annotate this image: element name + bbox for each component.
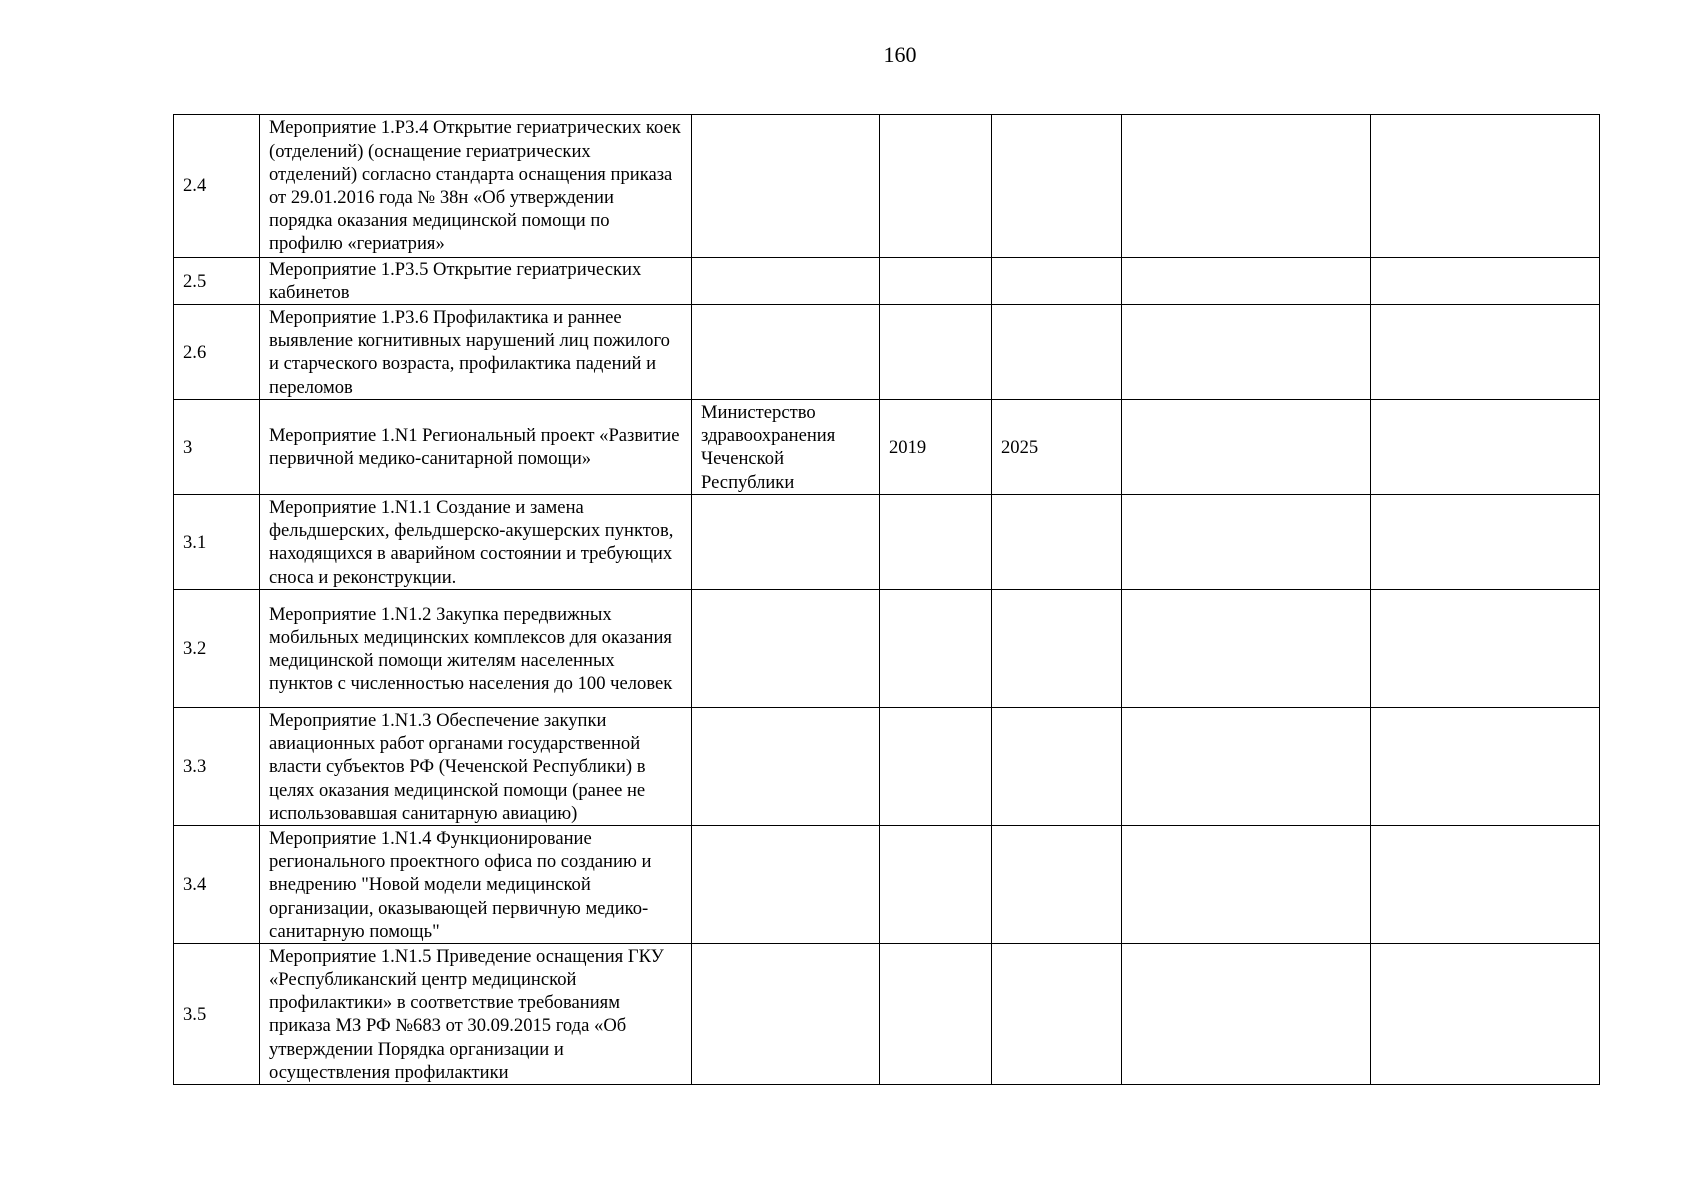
end-year-cell bbox=[992, 495, 1122, 590]
activity-description: Мероприятие 1.N1.2 Закупка передвижных мобильных медицинских комплексов для оказания медицинской помощи жителям населенных пунктов с численностью населения до 100 человек bbox=[260, 590, 692, 708]
empty-cell bbox=[1122, 305, 1371, 400]
empty-cell bbox=[1122, 590, 1371, 708]
empty-cell bbox=[1371, 258, 1600, 305]
start-year-cell bbox=[880, 495, 992, 590]
executor-cell bbox=[692, 115, 880, 258]
executor-cell bbox=[692, 826, 880, 944]
end-year-cell bbox=[992, 115, 1122, 258]
row-number: 3.1 bbox=[174, 495, 260, 590]
empty-cell bbox=[1371, 944, 1600, 1085]
row-number: 3.2 bbox=[174, 590, 260, 708]
row-number: 3.4 bbox=[174, 826, 260, 944]
start-year-cell bbox=[880, 590, 992, 708]
row-number: 3.5 bbox=[174, 944, 260, 1085]
end-year-cell bbox=[992, 258, 1122, 305]
executor-cell: Министерство здравоохранения Чеченской Республики bbox=[692, 400, 880, 495]
activity-description: Мероприятие 1.Р3.4 Открытие гериатрических коек (отделений) (оснащение гериатрических отделений) согласно стандарта оснащения приказа от 29.01.2016 года № 38н «Об утверждении порядка оказания медицинской помощи по профилю «гериатрия» bbox=[260, 115, 692, 258]
table-row bbox=[174, 258, 1600, 305]
row-number: 3.3 bbox=[174, 708, 260, 826]
row-number: 2.6 bbox=[174, 305, 260, 400]
table-row bbox=[174, 495, 1600, 590]
start-year-cell bbox=[880, 944, 992, 1085]
activity-description: Мероприятие 1.N1 Региональный проект «Развитие первичной медико-санитарной помощи» bbox=[260, 400, 692, 495]
executor-cell bbox=[692, 944, 880, 1085]
empty-cell bbox=[1371, 400, 1600, 495]
end-year-cell bbox=[992, 590, 1122, 708]
start-year-cell: 2019 bbox=[880, 400, 992, 495]
empty-cell bbox=[1122, 944, 1371, 1085]
executor-cell bbox=[692, 258, 880, 305]
activity-description: Мероприятие 1.N1.1 Создание и замена фельдшерских, фельдшерско-акушерских пунктов, находящихся в аварийном состоянии и требующих сноса и реконструкции. bbox=[260, 495, 692, 590]
activity-description: Мероприятие 1.N1.3 Обеспечение закупки авиационных работ органами государственной власти субъектов РФ (Чеченской Республики) в целях оказания медицинской помощи (ранее не использовавшая санитарную авиацию) bbox=[260, 708, 692, 826]
activities-table bbox=[173, 114, 1600, 1085]
end-year-cell bbox=[992, 826, 1122, 944]
table-row bbox=[174, 826, 1600, 944]
executor-cell bbox=[692, 305, 880, 400]
empty-cell bbox=[1371, 115, 1600, 258]
table-row bbox=[174, 115, 1600, 258]
activity-description: Мероприятие 1.Р3.6 Профилактика и раннее выявление когнитивных нарушений лиц пожилого и старческого возраста, профилактика падений и переломов bbox=[260, 305, 692, 400]
table-row bbox=[174, 590, 1600, 708]
end-year-cell bbox=[992, 305, 1122, 400]
empty-cell bbox=[1122, 400, 1371, 495]
table-row bbox=[174, 944, 1600, 1085]
empty-cell bbox=[1122, 826, 1371, 944]
empty-cell bbox=[1371, 708, 1600, 826]
table-row bbox=[174, 708, 1600, 826]
empty-cell bbox=[1122, 708, 1371, 826]
executor-cell bbox=[692, 708, 880, 826]
start-year-cell bbox=[880, 115, 992, 258]
empty-cell bbox=[1122, 258, 1371, 305]
empty-cell bbox=[1122, 115, 1371, 258]
table-row bbox=[174, 305, 1600, 400]
row-number: 3 bbox=[174, 400, 260, 495]
end-year-cell bbox=[992, 944, 1122, 1085]
empty-cell bbox=[1371, 495, 1600, 590]
empty-cell bbox=[1122, 495, 1371, 590]
empty-cell bbox=[1371, 590, 1600, 708]
executor-cell bbox=[692, 495, 880, 590]
row-number: 2.5 bbox=[174, 258, 260, 305]
start-year-cell bbox=[880, 826, 992, 944]
page-number: 160 bbox=[883, 42, 917, 67]
start-year-cell bbox=[880, 708, 992, 826]
activity-description: Мероприятие 1.N1.5 Приведение оснащения ГКУ «Республиканский центр медицинской профилактики» в соответствие требованиям приказа МЗ РФ №683 от 30.09.2015 года «Об утверждении Порядка организации и осуществления профилактики bbox=[260, 944, 692, 1085]
empty-cell bbox=[1371, 826, 1600, 944]
start-year-cell bbox=[880, 258, 992, 305]
table-row bbox=[174, 400, 1600, 495]
activity-description: Мероприятие 1.Р3.5 Открытие гериатрических кабинетов bbox=[260, 258, 692, 305]
empty-cell bbox=[1371, 305, 1600, 400]
start-year-cell bbox=[880, 305, 992, 400]
row-number: 2.4 bbox=[174, 115, 260, 258]
activity-description: Мероприятие 1.N1.4 Функционирование регионального проектного офиса по созданию и внедрению "Новой модели медицинской организации, оказывающей первичную медико-санитарную помощь" bbox=[260, 826, 692, 944]
end-year-cell bbox=[992, 708, 1122, 826]
end-year-cell: 2025 bbox=[992, 400, 1122, 495]
executor-cell bbox=[692, 590, 880, 708]
